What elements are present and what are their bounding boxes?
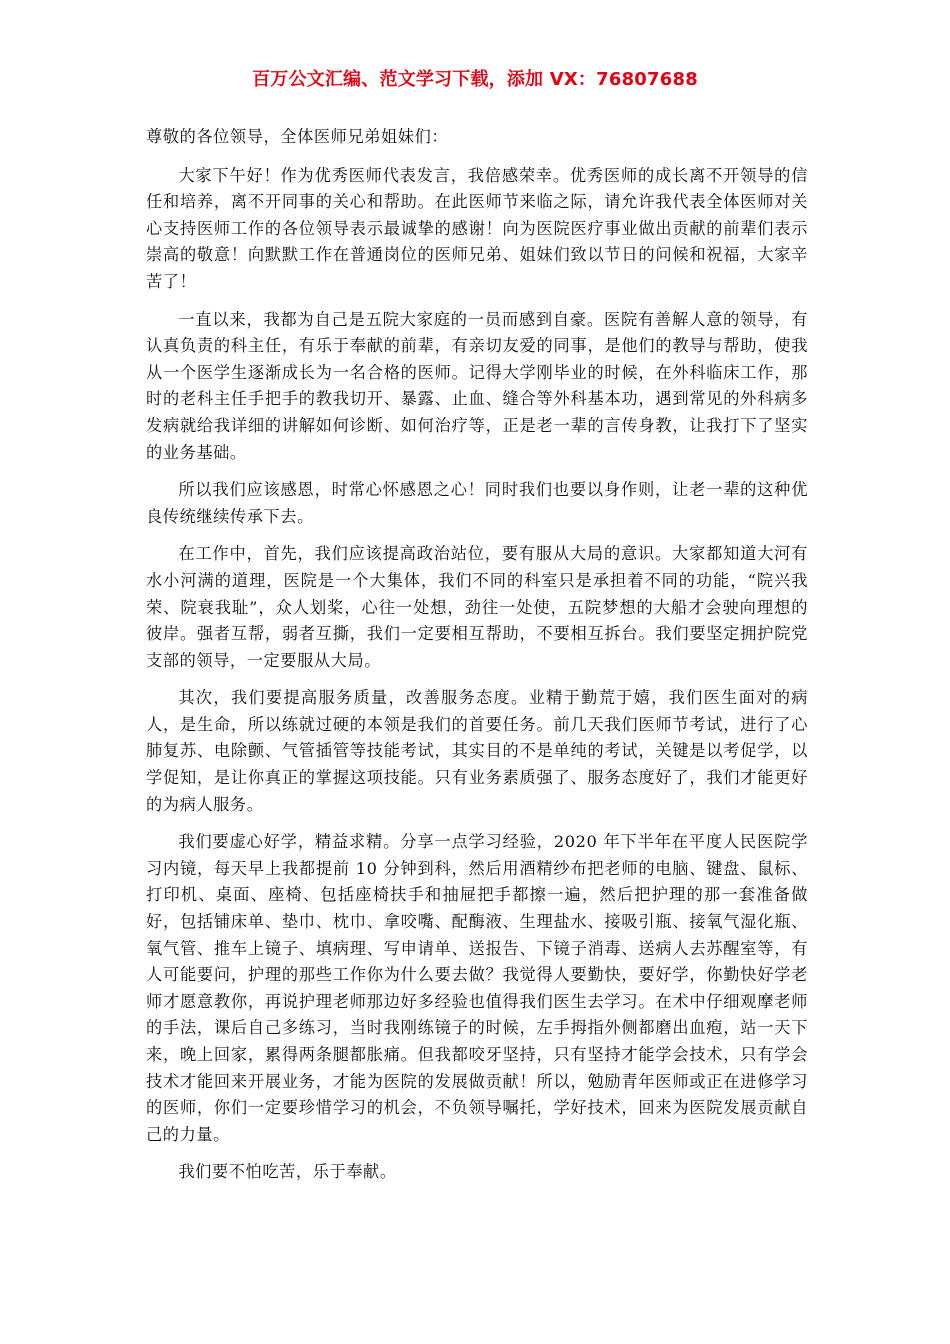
paragraph-7: 我们要不怕吃苦，乐于奉献。 <box>178 1162 397 1182</box>
paragraph-2: 一直以来，我都为自己是五院大家庭的一员而感到自豪。医院有善解人意的领导，有认真负责的科主任，有乐于奉献的前辈，有亲切友爱的同事，是他们的教导与帮助，使我从一个医学生逐渐成长为一名合格的医师。记得大学刚毕业的时候，在外科临床工作，那时的老科主任手把手的教我切开、暴露、止血、缝合等外科基本功，遇到常见的外科病多发病就给我详细的讲解如何诊断、如何治疗等，正是老一辈的言传身教，让我打下了坚实的业务基础。 <box>146 309 808 462</box>
paragraph-4: 在工作中，首先，我们应该提高政治站位，要有服从大局的意识。大家都知道大河有水小河满的道理，医院是一个大集体，我们不同的科室只是承担着不同的功能，“院兴我荣、院衰我耻”，众人划桨，心往一处想，劲往一处使，五院梦想的大船才会驶向理想的彼岸。强者互帮，弱者互撕，我们一定要相互帮助，不要相互拆台。我们要坚定拥护院党支部的领导，一定要服从大局。 <box>146 544 808 670</box>
header-banner: 百万公文汇编、范文学习下载，添加 VX：76807688 <box>252 69 698 90</box>
salutation: 尊敬的各位领导，全体医师兄弟姐妹们： <box>146 127 449 146</box>
document-body <box>146 124 808 1197</box>
paragraph-5: 其次，我们要提高服务质量，改善服务态度。业精于勤荒于嬉，我们医生面对的病人，是生命，所以练就过硬的本领是我们的首要任务。前几天我们医师节考试，进行了心肺复苏、电除颤、气管插管等技能考试，其实目的不是单纯的考试，关键是以考促学，以学促知，是让你真正的掌握这项技能。只有业务素质强了、服务态度好了，我们才能更好的为病人服务。 <box>146 688 808 814</box>
paragraph-1: 大家下午好！作为优秀医师代表发言，我倍感荣幸。优秀医师的成长离不开领导的信任和培养，离不开同事的关心和帮助。在此医师节来临之际，请允许我代表全体医师对关心支持医师工作的各位领导表示最诚挚的感谢！向为医院医疗事业做出贡献的前辈们表示崇高的敬意！向默默工作在普通岗位的医师兄弟、姐妹们致以节日的问候和祝福，大家辛苦了！ <box>146 165 808 291</box>
paragraph-3: 所以我们应该感恩，时常心怀感恩之心！同时我们也要以身作则，让老一辈的这种优良传统继续传承下去。 <box>146 480 808 526</box>
paragraph-6: 我们要虚心好学，精益求精。分享一点学习经验，2020 年下半年在平度人民医院学习内镜，每天早上我都提前 10 分钟到科，然后用酒精纱布把老师的电脑、键盘、鼠标、打印机、桌面、座椅、包括座椅扶手和抽屉把手都擦一遍，然后把护理的那一套准备做好，包括铺床单、垫巾、枕巾、拿咬嘴、配酶液、生理盐水、接吸引瓶、接氧气湿化瓶、氧气管、推车上镜子、填病理、写申请单、送报告、下镜子消毒、送病人去苏醒室等，有人可能要问，护理的那些工作你为什么要去做？我觉得人要勤快，要好学，你勤快好学老师才愿意教你，再说护理老师那边好多经验也值得我们医生去学习。在术中仔细观摩老师的手法，课后自己多练习，当时我刚练镜子的时候，左手拇指外侧都磨出血疱，站一天下来，晚上回家，累得两条腿都胀痛。但我都咬牙坚持，只有坚持才能学会技术，只有学会技术才能回来开展业务，才能为医院的发展做贡献！所以，勉励青年医师或正在进修学习的医师，你们一定要珍惜学习的机会，不负领导嘱托，学好技术，回来为医院发展贡献自己的力量。 <box>146 832 808 1144</box>
